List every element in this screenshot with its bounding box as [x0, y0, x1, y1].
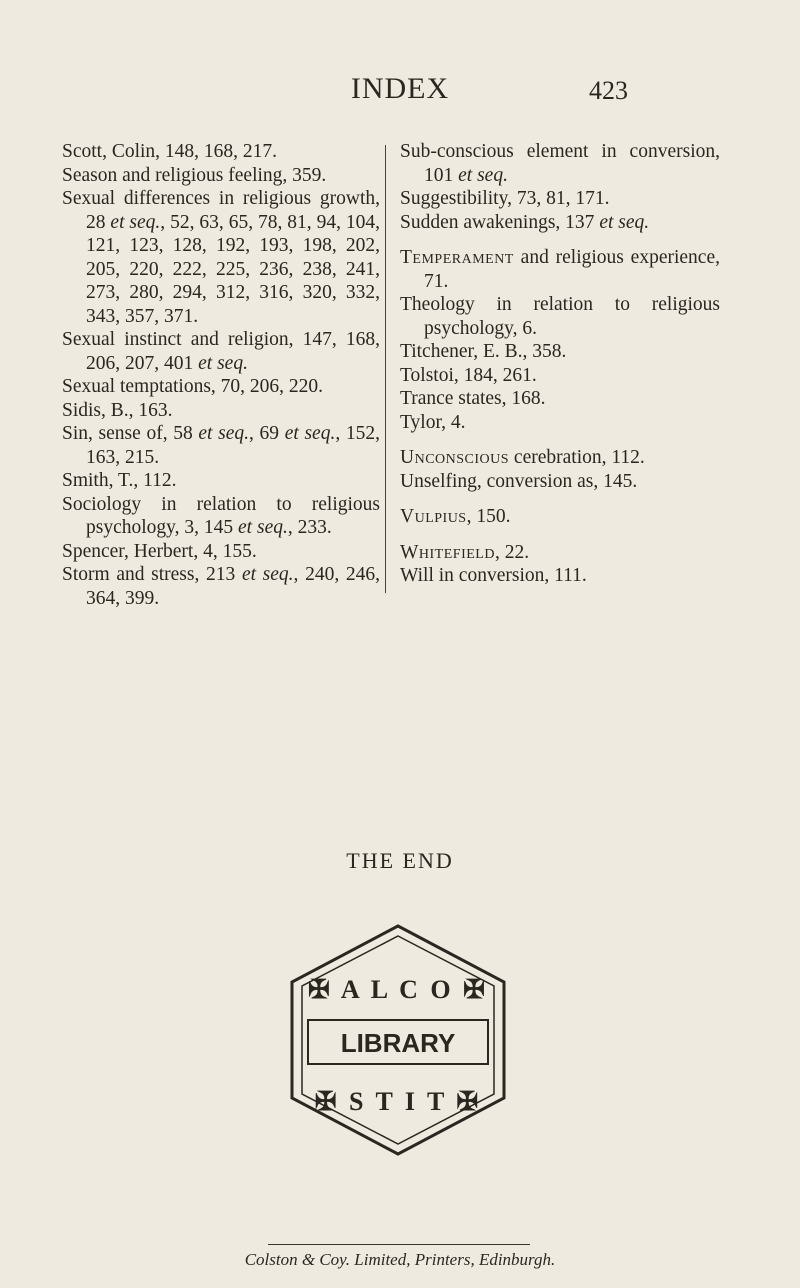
index-entry: Sudden awakenings, 137 et seq. — [400, 211, 650, 233]
index-entry: Tylor, 4. — [400, 411, 466, 433]
index-entry: Season and religious feeling, 359. — [62, 164, 327, 186]
index-entry: Sexual temptations, 70, 206, 220. — [62, 376, 324, 397]
index-entry: Unconscious cerebration, 112. — [400, 447, 645, 468]
index-entry: Trance states, 168. — [400, 388, 546, 409]
index-column-left — [62, 140, 380, 610]
svg-text:LIBRARY: LIBRARY — [340, 1028, 456, 1058]
index-entry: Storm and stress, 213 et seq., 240, 246, 364, 399. — [62, 564, 380, 609]
index-entry: Sin, sense of, 58 et seq., 69 et seq., 152, 163, 215. — [62, 423, 380, 468]
svg-text:✠ S T I T ✠: ✠ S T I T ✠ — [314, 1087, 482, 1116]
page-title: INDEX — [350, 72, 450, 105]
index-entry: Sexual differences in religious growth, 28 et seq., 52, 63, 65, 78, 81, 94, 104, 121, 123, 128, 192, 193, 198, 202, 205, 220, 222, 225, 236, 238, 241, 273, 280, 294, 312, 316, 320, 332, 343, 357, 371. — [62, 188, 380, 327]
index-entry: Will in conversion, 111. — [400, 565, 587, 586]
index-entry: Scott, Colin, 148, 168, 217. — [62, 141, 278, 162]
library-stamp-icon — [282, 920, 514, 1160]
index-entry: Titchener, E. B., 358. — [400, 341, 567, 362]
index-entry: Whitefield, 22. — [400, 541, 530, 563]
page-number: 423 — [589, 76, 628, 105]
index-entry: Tolstoi, 184, 261. — [400, 364, 537, 386]
the-end-label: THE END — [346, 848, 454, 873]
printer-imprint: Colston & Coy. Limited, Printers, Edinburgh. — [244, 1250, 556, 1269]
index-entry: Smith, T., 112. — [62, 470, 177, 491]
index-entry: Sub-conscious element in conversion, 101 et seq. — [400, 141, 720, 186]
index-entry: Vulpius, 150. — [400, 506, 511, 527]
index-entry: Sociology in relation to religious psychology, 3, 145 et seq., 233. — [62, 493, 380, 538]
column-divider — [385, 145, 386, 593]
index-column-right — [400, 140, 720, 588]
index-entry: Sidis, B., 163. — [62, 399, 173, 421]
index-entry: Spencer, Herbert, 4, 155. — [62, 540, 257, 562]
imprint-rule — [268, 1244, 530, 1245]
index-entry: Temperament and religious experience, 71. — [400, 247, 720, 292]
index-entry: Theology in relation to religious psychology, 6. — [400, 294, 720, 339]
index-entry: Sexual instinct and religion, 147, 168, 206, 207, 401 et seq. — [62, 329, 380, 374]
svg-text:✠ A L C O ✠: ✠ A L C O ✠ — [308, 975, 488, 1004]
index-entry: Suggestibility, 73, 81, 171. — [400, 188, 610, 209]
index-entry: Unselfing, conversion as, 145. — [400, 470, 638, 492]
library-stamp — [282, 920, 514, 1160]
